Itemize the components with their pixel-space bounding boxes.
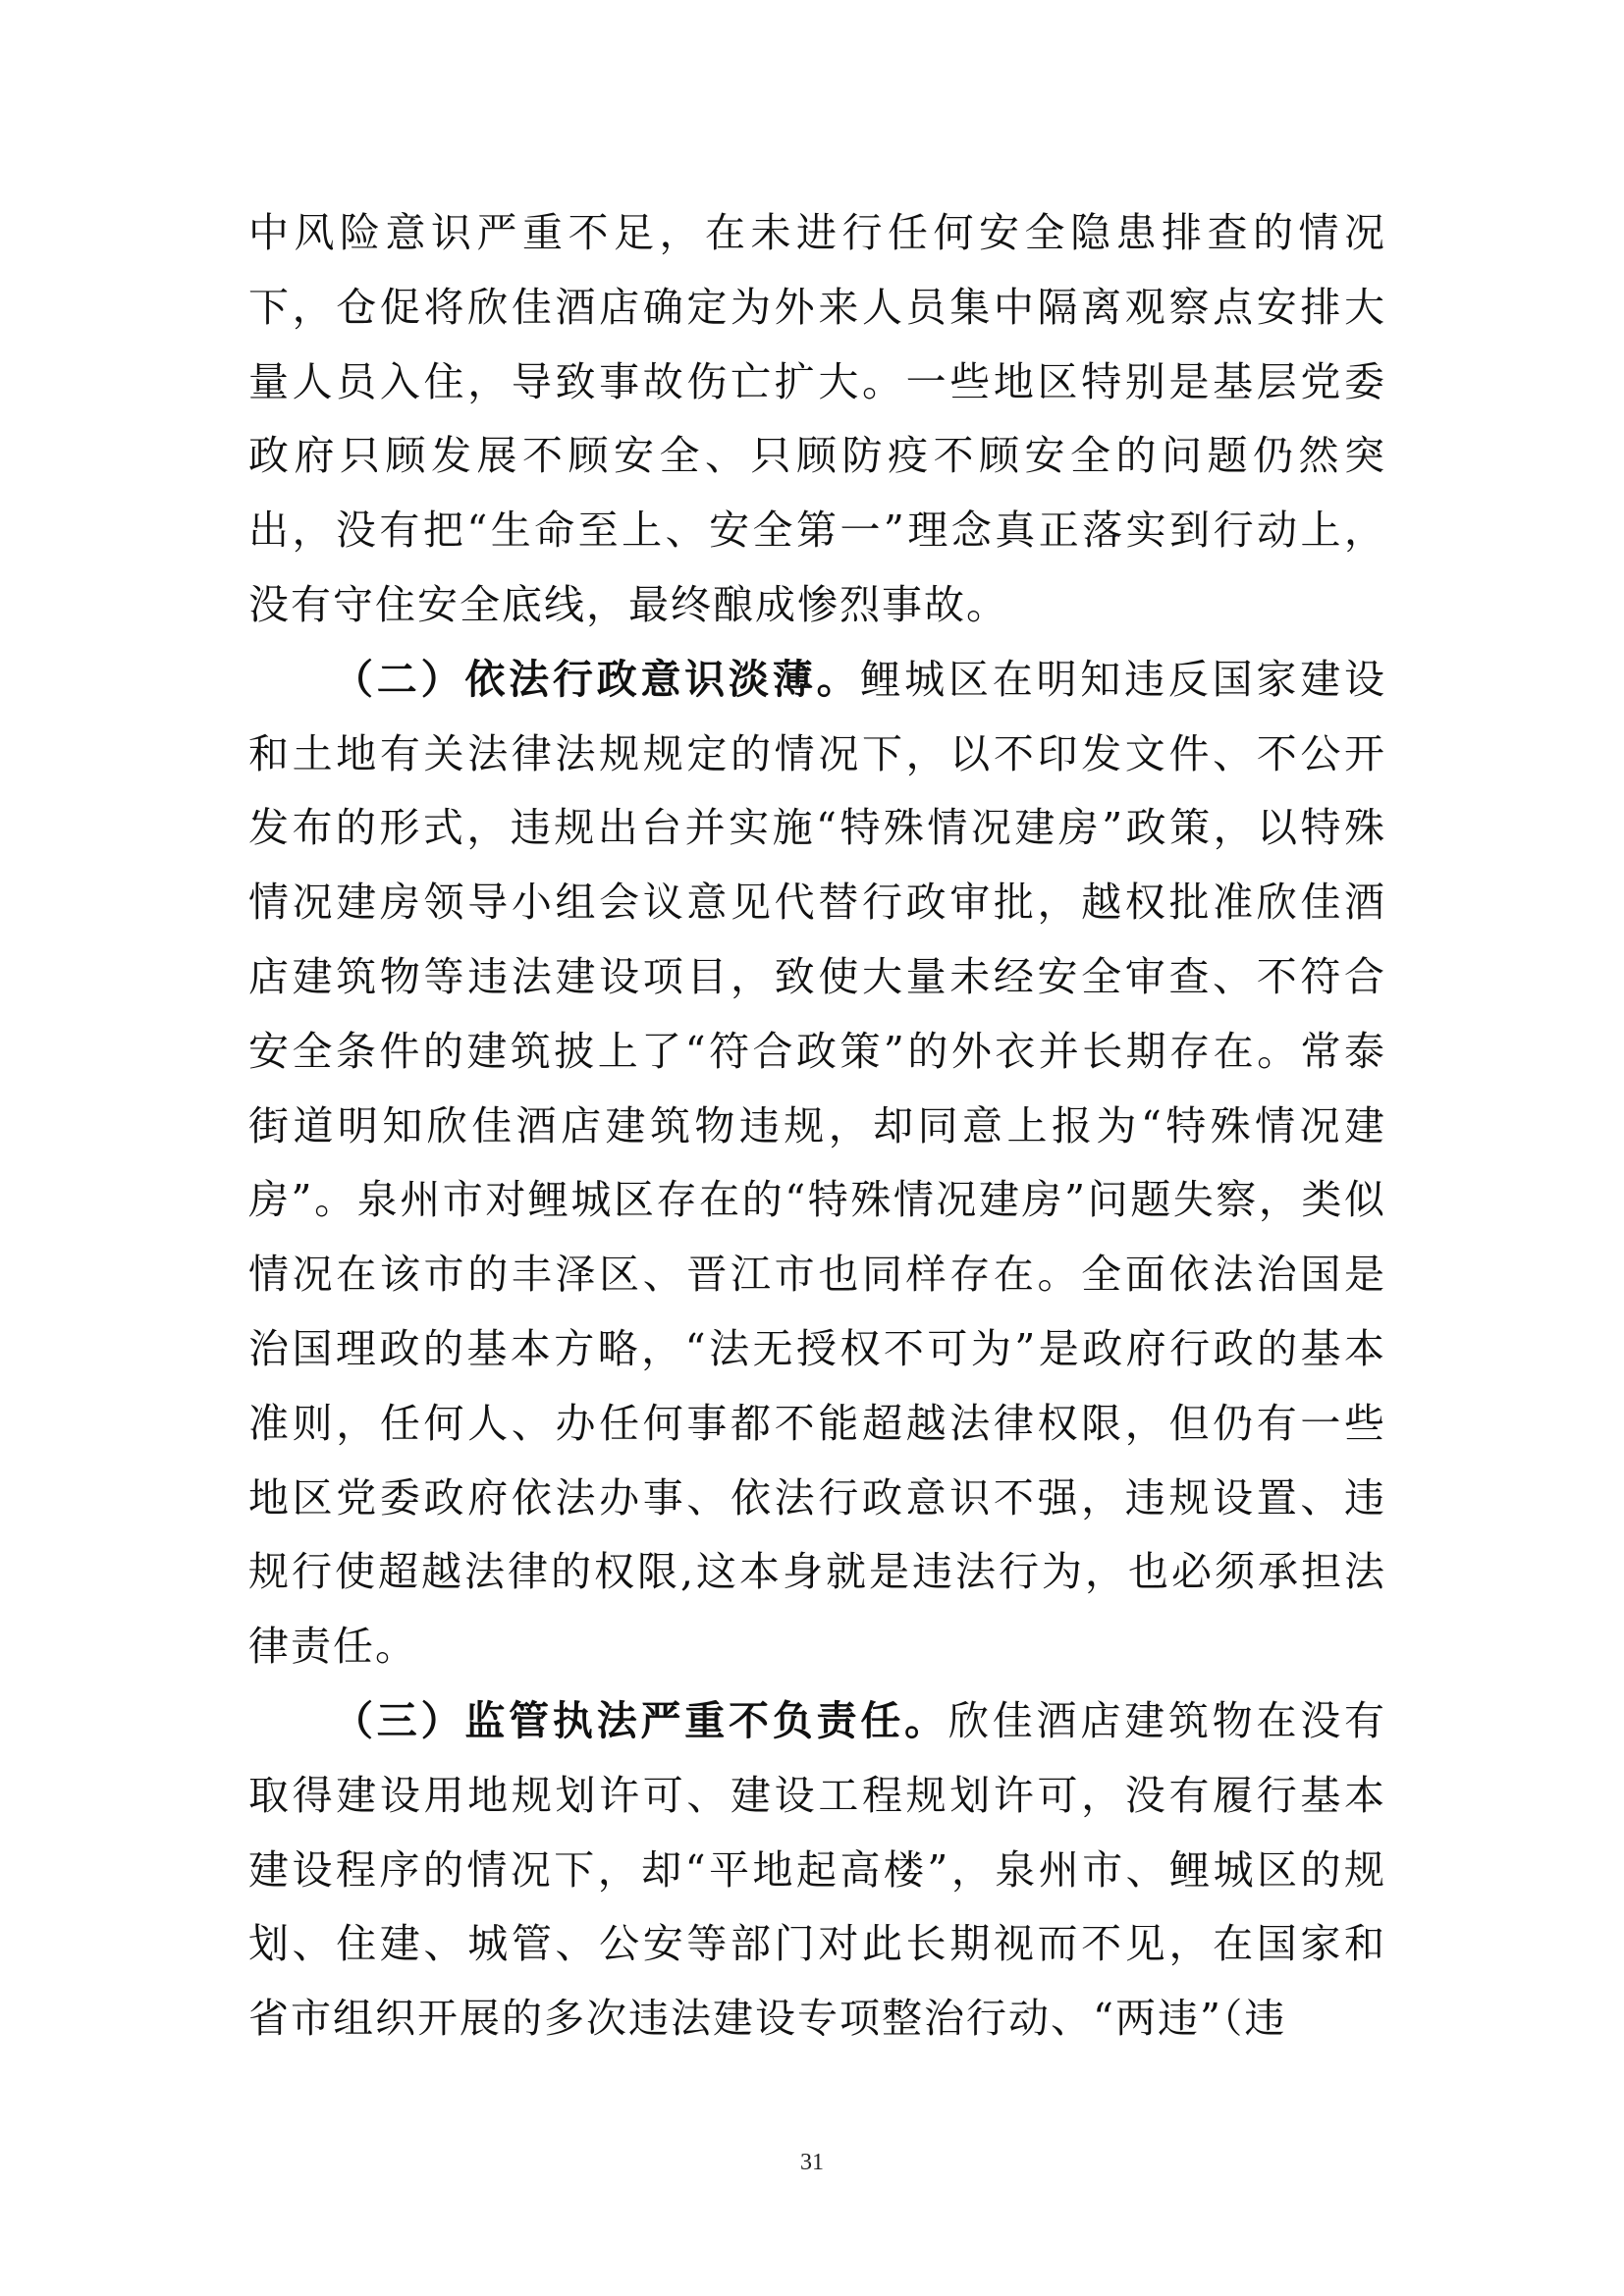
paragraph-2-text: 鲤城区在明知违反国家建设和土地有关法律法规规定的情况下，以不印发文件、不公开发布的形式，违规出台并实施“特殊情况建房”政策，以特殊情况建房领导小组会议意见代替行政审批，越权批准欣佳酒店建筑物等违法建设项目，致使大量未经安全审查、不符合安全条件的建筑披上了“符合政策”的外衣并长期存在。常泰街道明知欣佳酒店建筑物违规，却同意上报为“特殊情况建房”。泉州市对鲤城区存在的“特殊情况建房”问题失察，类似情况在该市的丰泽区、晋江市也同样存在。全面依法治国是治国理政的基本方略，“法无授权不可为”是政府行政的基本准则，任何人、办任何事都不能超越法律权限，但仍有一些地区党委政府依法办事、依法行政意识不强，违规设置、违规行使超越法律的权限,这本身就是违法行为，也必须承担法律责任。 [248,655,1386,1671]
body-text [248,196,1386,2056]
section-heading-3: （三）监管执法严重不负责任。 [333,1696,948,1744]
section-heading-2: （二）依法行政意识淡薄。 [333,655,861,703]
paragraph-3-text: 欣佳酒店建筑物在没有取得建设用地规划许可、建设工程规划许可，没有履行基本建设程序的情况下，却“平地起高楼”，泉州市、鲤城区的规划、住建、城管、公安等部门对此长期视而不见，在国家和省市组织开展的多次违法建设专项整治行动、“两违”（违 [248,1696,1387,2043]
paragraph-3 [248,1684,1386,2056]
paragraph-2 [248,643,1386,1684]
paragraph-1-text: 中风险意识严重不足，在未进行任何安全隐患排查的情况下，仓促将欣佳酒店确定为外来人员集中隔离观察点安排大量人员入住，导致事故伤亡扩大。一些地区特别是基层党委政府只顾发展不顾安全、只顾防疫不顾安全的问题仍然突出，没有把“生命至上、安全第一”理念真正落实到行动上，没有守住安全底线，最终酿成惨烈事故。 [248,209,1386,628]
paragraph-1 [248,196,1386,643]
page-number: 31 [800,2150,824,2175]
